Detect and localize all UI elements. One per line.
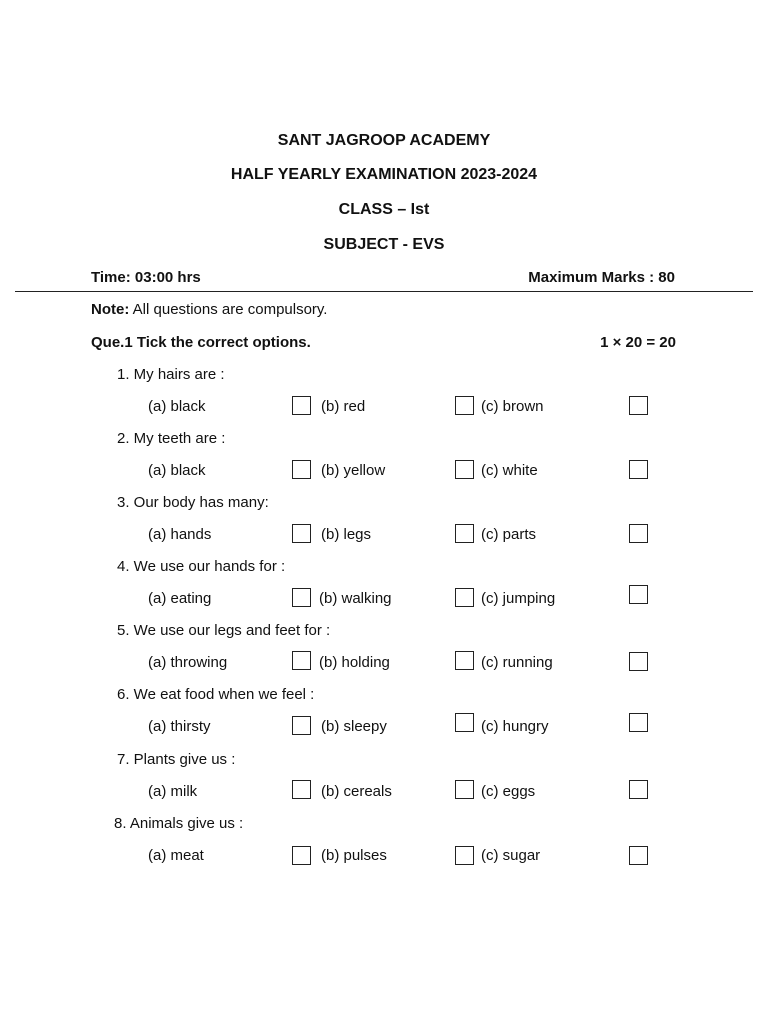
section-marks: 1 × 20 = 20 — [600, 334, 676, 351]
maximum-marks: Maximum Marks : 80 — [528, 269, 675, 286]
option-a-checkbox[interactable] — [292, 396, 311, 415]
question — [0, 750, 768, 814]
option-a-label: (a) milk — [148, 783, 198, 800]
option-b-label: (b) yellow — [321, 462, 386, 479]
option-c-label: (c) parts — [481, 526, 537, 543]
option-a-label: (a) eating — [148, 590, 212, 607]
option-c-checkbox[interactable] — [629, 713, 648, 732]
option-b-label: (b) legs — [321, 526, 372, 543]
note-label: Note: — [91, 301, 130, 318]
exam-title: HALF YEARLY EXAMINATION 2023-2024 — [230, 166, 538, 183]
question — [0, 621, 768, 685]
option-a-checkbox[interactable] — [292, 651, 311, 670]
option-c-checkbox[interactable] — [629, 585, 648, 604]
question-text: 5. We use our legs and feet for : — [117, 622, 331, 639]
option-c-label: (c) hungry — [481, 718, 549, 735]
option-a-label: (a) black — [148, 462, 206, 479]
question — [0, 365, 768, 429]
option-c-label: (c) running — [481, 654, 553, 671]
option-b-label: (b) holding — [319, 654, 390, 671]
option-c-label: (c) brown — [481, 398, 544, 415]
option-a-label: (a) throwing — [148, 654, 228, 671]
option-c-label: (c) sugar — [481, 847, 541, 864]
question-text: 3. Our body has many: — [117, 494, 269, 511]
option-a-checkbox[interactable] — [292, 460, 311, 479]
option-b-checkbox[interactable] — [455, 780, 474, 799]
option-b-checkbox[interactable] — [455, 524, 474, 543]
option-b-checkbox[interactable] — [455, 396, 474, 415]
option-a-checkbox[interactable] — [292, 588, 311, 607]
option-c-label: (c) jumping — [481, 590, 556, 607]
time-allowed: Time: 03:00 hrs — [91, 269, 201, 286]
option-b-checkbox[interactable] — [455, 713, 474, 732]
option-b-checkbox[interactable] — [455, 846, 474, 865]
school-name: SANT JAGROOP ACADEMY — [277, 132, 491, 149]
option-c-label: (c) eggs — [481, 783, 536, 800]
section-title: Que.1 Tick the correct options. — [91, 334, 311, 351]
option-a-label: (a) thirsty — [148, 718, 211, 735]
question-text: 6. We eat food when we feel : — [117, 686, 315, 703]
option-a-label: (a) black — [148, 398, 206, 415]
note — [91, 300, 327, 320]
class-line: CLASS – Ist — [338, 201, 430, 218]
option-b-checkbox[interactable] — [455, 588, 474, 607]
option-c-checkbox[interactable] — [629, 846, 648, 865]
question-text: 1. My hairs are : — [117, 366, 225, 383]
header-divider — [15, 291, 753, 292]
question-text: 8. Animals give us : — [114, 815, 244, 832]
option-a-label: (a) hands — [148, 526, 212, 543]
question-text: 7. Plants give us : — [117, 751, 236, 768]
option-c-checkbox[interactable] — [629, 652, 648, 671]
option-b-label: (b) red — [321, 398, 366, 415]
question — [0, 685, 768, 749]
question — [0, 429, 768, 493]
question-text: 2. My teeth are : — [117, 430, 226, 447]
option-b-checkbox[interactable] — [455, 651, 474, 670]
option-a-label: (a) meat — [148, 847, 204, 864]
question — [0, 493, 768, 557]
option-b-label: (b) sleepy — [321, 718, 387, 735]
option-c-checkbox[interactable] — [629, 396, 648, 415]
option-c-checkbox[interactable] — [629, 780, 648, 799]
option-c-label: (c) white — [481, 462, 538, 479]
option-c-checkbox[interactable] — [629, 460, 648, 479]
option-b-label: (b) walking — [319, 590, 392, 607]
subject-line: SUBJECT - EVS — [323, 236, 445, 253]
question-text: 4. We use our hands for : — [117, 558, 286, 575]
option-c-checkbox[interactable] — [629, 524, 648, 543]
option-a-checkbox[interactable] — [292, 716, 311, 735]
question — [0, 814, 768, 878]
note-text: All questions are compulsory. — [129, 301, 328, 318]
option-b-checkbox[interactable] — [455, 460, 474, 479]
option-b-label: (b) cereals — [321, 783, 392, 800]
option-b-label: (b) pulses — [321, 847, 387, 864]
question — [0, 557, 768, 621]
option-a-checkbox[interactable] — [292, 846, 311, 865]
option-a-checkbox[interactable] — [292, 780, 311, 799]
option-a-checkbox[interactable] — [292, 524, 311, 543]
